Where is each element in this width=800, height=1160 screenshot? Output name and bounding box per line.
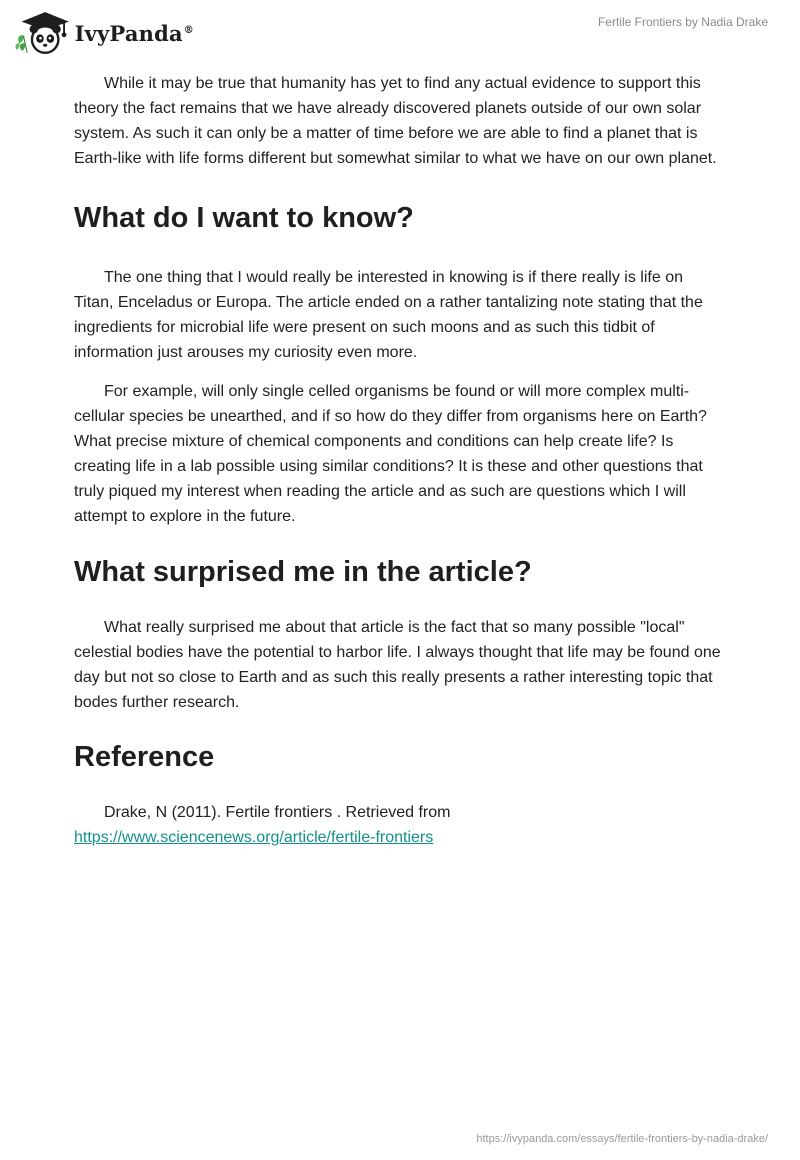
citation-link[interactable]: https://www.sciencenews.org/article/fertile-frontiers <box>74 829 434 846</box>
heading-what-do-i-want-to-know: What do I want to know? <box>74 202 414 234</box>
know-paragraph-2: For example, will only single celled organisms be found or will more complex multi-cellular species be unearthed, and if so how do they differ from organisms here on Earth? What precise mixture of chemical components and conditions can help create life? Is creating life in a lab possible using similar conditions? It is these and other questions that truly piqued my interest when reading the article and as such are questions which I will attempt to explore in the future. <box>74 383 707 525</box>
essay-content <box>74 71 726 850</box>
reference-entry <box>74 800 726 850</box>
heading-reference: Reference <box>74 741 215 773</box>
know-paragraph-1: The one thing that I would really be interested in knowing is if there really is life on Titan, Enceladus or Europa. The article ended on a rather tantalizing note stating that the ingredients for microbial life were present on such moons and as such this tidbit of information just arouses my curiosity even more. <box>74 269 703 361</box>
panda-graduate-icon <box>14 8 73 56</box>
citation-text: Drake, N (2011). Fertile frontiers . Retrieved from <box>104 804 451 821</box>
registered-mark: ® <box>183 24 194 36</box>
brand-name: IvyPanda® <box>74 20 194 46</box>
heading-what-surprised-me: What surprised me in the article? <box>74 556 532 588</box>
ivypanda-logo[interactable] <box>14 8 194 56</box>
surprised-paragraph-1: What really surprised me about that article is the fact that so many possible "local" celestial bodies have the potential to harbor life. I always thought that life may be found one day but not so close to Earth and as such this really presents a rather interesting topic that bodes further research. <box>74 619 721 711</box>
footer-source-url[interactable]: https://ivypanda.com/essays/fertile-frontiers-by-nadia-drake/ <box>476 1133 768 1145</box>
running-title: Fertile Frontiers by Nadia Drake <box>597 15 768 29</box>
intro-paragraph: While it may be true that humanity has yet to find any actual evidence to support this theory the fact remains that we have already discovered planets outside of our own solar system. As such it can only be a matter of time before we are able to find a planet that is Earth-like with life forms different but somewhat similar to what we have on our own planet. <box>74 75 717 167</box>
page-header <box>0 0 800 60</box>
